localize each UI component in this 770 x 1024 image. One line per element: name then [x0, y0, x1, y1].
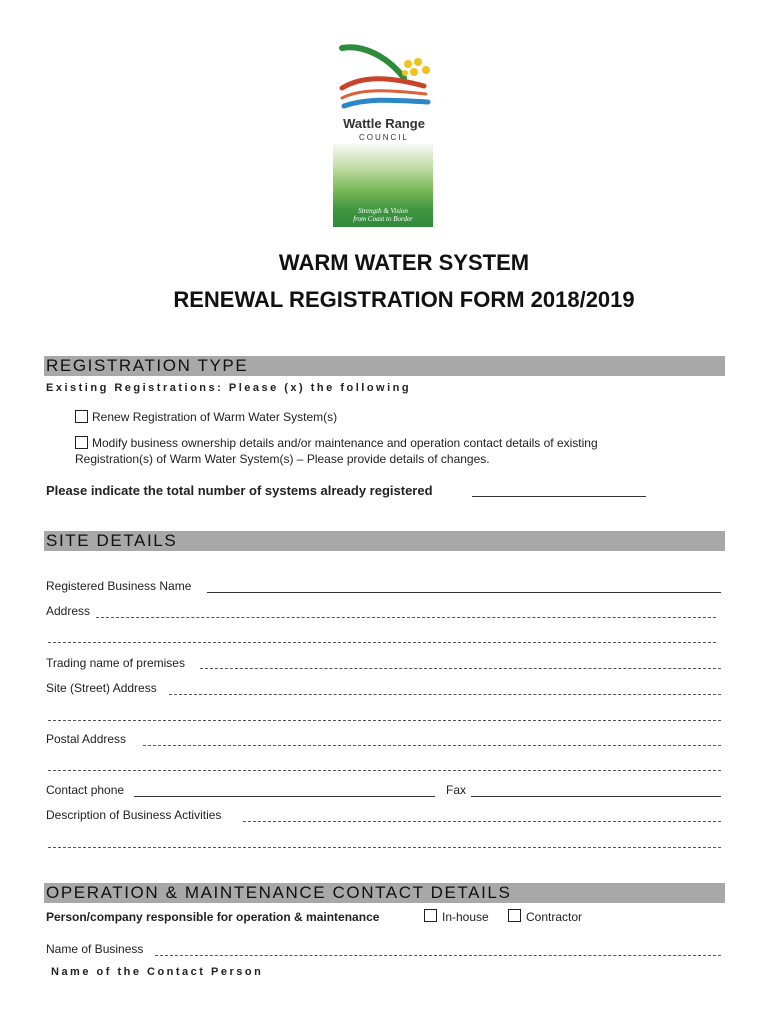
council-logo — [332, 42, 436, 228]
site-address-field-line2[interactable] — [48, 720, 721, 721]
contractor-checkbox[interactable] — [508, 909, 521, 922]
section-registration-type: REGISTRATION TYPE — [44, 356, 725, 376]
section-site-details: SITE DETAILS — [44, 531, 725, 551]
business-activities-field-line2[interactable] — [48, 847, 721, 848]
postal-address-label: Postal Address — [46, 732, 127, 746]
total-systems-label: Please indicate the total number of systems already registered — [46, 483, 433, 498]
in-house-label: In-house — [442, 910, 489, 924]
wattle-range-emblem — [332, 42, 436, 114]
contact-phone-label: Contact phone — [46, 783, 125, 797]
address-label: Address — [46, 604, 91, 618]
in-house-checkbox[interactable] — [424, 909, 437, 922]
fax-label: Fax — [446, 783, 467, 797]
responsible-party-label: Person/company responsible for operation & maintenance — [46, 910, 380, 924]
site-address-field[interactable] — [169, 694, 721, 695]
registered-business-name-field[interactable] — [207, 592, 721, 593]
logo-council: COUNCIL — [358, 133, 409, 142]
site-address-label: Site (Street) Address — [46, 681, 157, 695]
trading-name-field[interactable] — [200, 668, 721, 669]
trading-name-label: Trading name of premises — [46, 656, 185, 670]
modify-checkbox[interactable] — [75, 436, 88, 449]
postal-address-field-line2[interactable] — [48, 770, 721, 771]
name-of-business-field[interactable] — [155, 955, 721, 956]
contractor-label: Contractor — [526, 910, 583, 924]
logo-tagline — [333, 207, 433, 223]
business-activities-label: Description of Business Activities — [46, 808, 222, 822]
logo-tagline-line1: Strength & Vision — [358, 207, 408, 215]
renew-checkbox[interactable] — [75, 410, 88, 423]
contact-phone-field[interactable] — [134, 796, 435, 797]
form-title-line2: RENEWAL REGISTRATION FORM 2018/2019 — [173, 287, 635, 312]
logo-name: Wattle Range — [343, 116, 425, 131]
registered-business-name-label: Registered Business Name — [46, 579, 192, 593]
address-field[interactable] — [96, 617, 716, 618]
fax-field[interactable] — [471, 796, 721, 797]
total-systems-field[interactable] — [472, 496, 646, 497]
existing-registrations-label: Existing Registrations: Please (x) the following — [46, 382, 412, 394]
modify-option-label-line2: Registration(s) of Warm Water System(s) – Please provide details of changes. — [75, 452, 490, 466]
section-operation-maintenance: OPERATION & MAINTENANCE CONTACT DETAILS — [44, 883, 725, 903]
name-of-business-label: Name of Business — [46, 942, 144, 956]
renew-option-label: Renew Registration of Warm Water System(s) — [92, 410, 338, 424]
form-title-line1: WARM WATER SYSTEM — [278, 250, 530, 275]
modify-option-label-line1: Modify business ownership details and/or maintenance and operation contact details of existing — [92, 436, 598, 450]
contact-person-label: Name of the Contact Person — [51, 966, 264, 978]
address-field-line2[interactable] — [48, 642, 716, 643]
postal-address-field[interactable] — [143, 745, 721, 746]
logo-tagline-line2: from Coast to Border — [353, 215, 413, 223]
logo-tagline-box — [333, 144, 433, 227]
business-activities-field[interactable] — [243, 821, 721, 822]
